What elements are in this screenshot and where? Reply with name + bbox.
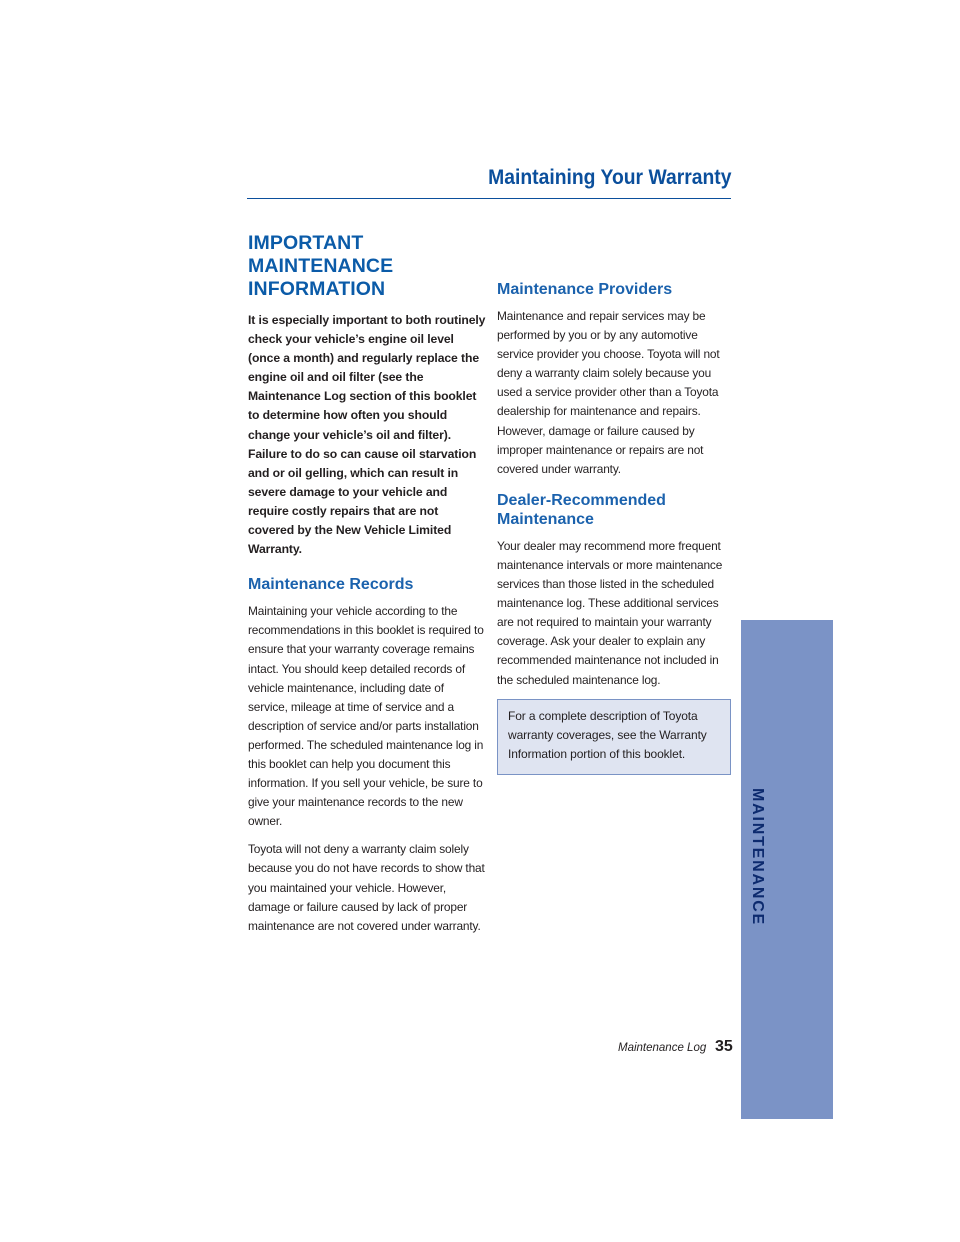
dealer-recommended-paragraph: Your dealer may recommend more frequent maintenance intervals or more maintenance services than those listed in the scheduled maintenance log. These additional services are not required to maintain your warranty coverage. Ask your dealer to explain any recommended maintenance not included in the scheduled maintenance log. [497,538,723,687]
important-maintenance-heading: IMPORTANT MAINTENANCE INFORMATION [248,232,394,300]
maintenance-providers-paragraph: Maintenance and repair services may be performed by you or by any automotive service provider you choose. Toyota will not deny a warranty claim solely because you used a service provider other than a Toyota dealership for maintenance and repairs. However, damage or failure caused by improper maintenance or repairs are not covered under warranty. [497,309,720,476]
footer-section-label: Maintenance Log [618,1042,707,1054]
page-title: Maintaining Your Warranty [487,166,731,189]
warranty-note-box [497,699,731,775]
maintenance-records-paragraph-2: Toyota will not deny a warranty claim solely because you do not have records to show that you maintained your vehicle. However, damage or failure caused by lack of proper maintenance are not covered under warranty. [248,842,485,933]
left-column [248,232,486,945]
warranty-note-text: For a complete description of Toyota warranty coverages, see the Warranty Information portion of this booklet. [508,708,707,761]
page-number: 35 [715,1038,733,1055]
maintenance-records-heading: Maintenance Records [248,576,414,594]
side-tab-label: MAINTENANCE [749,788,766,927]
header-divider [247,198,731,199]
right-column [497,280,733,775]
maintenance-records-paragraph-1: Maintaining your vehicle according to the recommendations in this booklet is required to ensure that your warranty coverage remains intact. You should keep detailed records of vehicle maintenance, including date of service, mileage at time of service and a description of service and/or parts installation performed. The scheduled maintenance log in this booklet can help you document this information. If you sell your vehicle, be sure to give your maintenance records to the new owner. [248,604,484,829]
important-maintenance-intro: It is especially important to both routinely check your vehicle’s engine oil level (once a month) and regularly replace the engine oil and oil filter (see the Maintenance Log section of this booklet to determine how often you should change your vehicle’s oil and filter). Failure to do so can cause oil starvation and or oil gelling, which can result in severe damage to your vehicle and require costly repairs that are not covered by the New Vehicle Limited Warranty. [248,313,486,557]
dealer-recommended-heading: Dealer-Recommended Maintenance [497,491,666,528]
maintenance-providers-heading: Maintenance Providers [497,281,673,298]
